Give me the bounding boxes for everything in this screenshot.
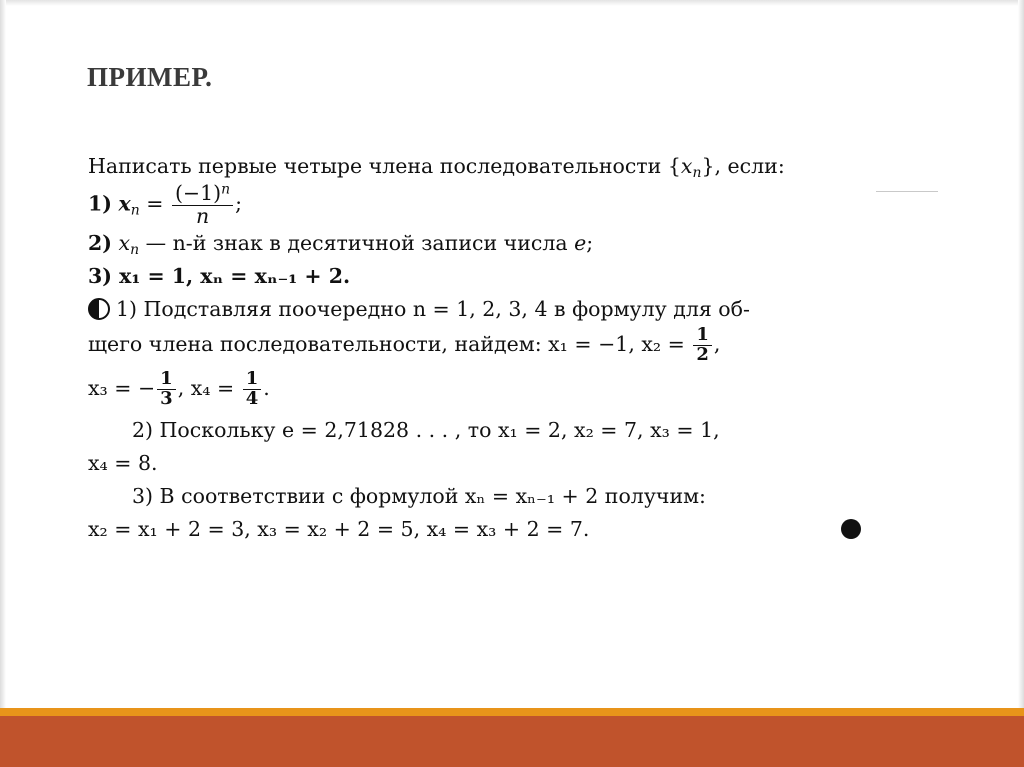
frame-left: [0, 0, 6, 708]
solution-start-icon: [88, 298, 110, 320]
task-intro-line: [88, 150, 860, 183]
fraction-one-third: $\frac{1}{3}$: [157, 370, 176, 409]
solution-p2-line2: x₄ = 8.: [88, 451, 158, 475]
fraction-one-half: $\frac{1}{2}$: [693, 326, 712, 365]
task-item-3: [88, 260, 860, 293]
item2-text: — n-й знак в десятичной записи числа: [139, 231, 575, 255]
solution-p1-line2: щего члена последовательности, найдем: x₁ = −1, x₂ = $\frac{1}{2}$ ,: [88, 324, 721, 365]
item1-fraction: $\frac{(-1)^n}{n}$: [172, 183, 233, 227]
solution-p2-line1: 2) Поскольку e = 2,71828 . . . , то x₁ = 2, x₂ = 7, x₃ = 1,: [132, 418, 720, 442]
item3-number: 3): [88, 264, 112, 288]
decorative-line: [876, 191, 938, 192]
task-item-2: 2) $x_n$ — n-й знак в десятичной записи числа e;: [88, 231, 594, 259]
bottom-footer-bar: [0, 716, 1024, 767]
bottom-accent-bar: [0, 708, 1024, 716]
item3-text: x₁ = 1, xₙ = xₙ₋₁ + 2.: [111, 264, 351, 288]
item2-number: 2): [88, 231, 112, 255]
solution-p3-line2: x₂ = x₁ + 2 = 3, x₃ = x₂ + 2 = 5, x₄ = x₃ + 2 = 7.: [88, 513, 860, 546]
task-item-1: 1) $x_n$ = $\frac{(-1)^n}{n}$ ;: [88, 181, 243, 228]
solution-end-icon: [841, 519, 861, 539]
slide-title: ПРИМЕР.: [87, 62, 213, 92]
solution-p1-line3: x₃ = − $\frac{1}{3}$ , x₄ = $\frac{1}{4}$ .: [88, 368, 270, 409]
item1-number: 1): [88, 191, 112, 216]
solution-p3-line1: 3) В соответствии с формулой xₙ = xₙ₋₁ + 2 получим:: [132, 484, 706, 508]
example-content: [88, 150, 860, 546]
sequence-notation: $\{x_n\}$: [667, 154, 715, 182]
frame-top: [0, 0, 1024, 6]
task-intro: Написать первые четыре члена последовательности: [88, 154, 662, 178]
frame-right: [1018, 0, 1024, 708]
solution-p1-line1: 1) Подставляя поочередно n = 1, 2, 3, 4 в формулу для об-: [88, 293, 860, 326]
fraction-one-quarter: $\frac{1}{4}$: [243, 370, 262, 409]
task-intro-end: , если:: [714, 154, 785, 178]
